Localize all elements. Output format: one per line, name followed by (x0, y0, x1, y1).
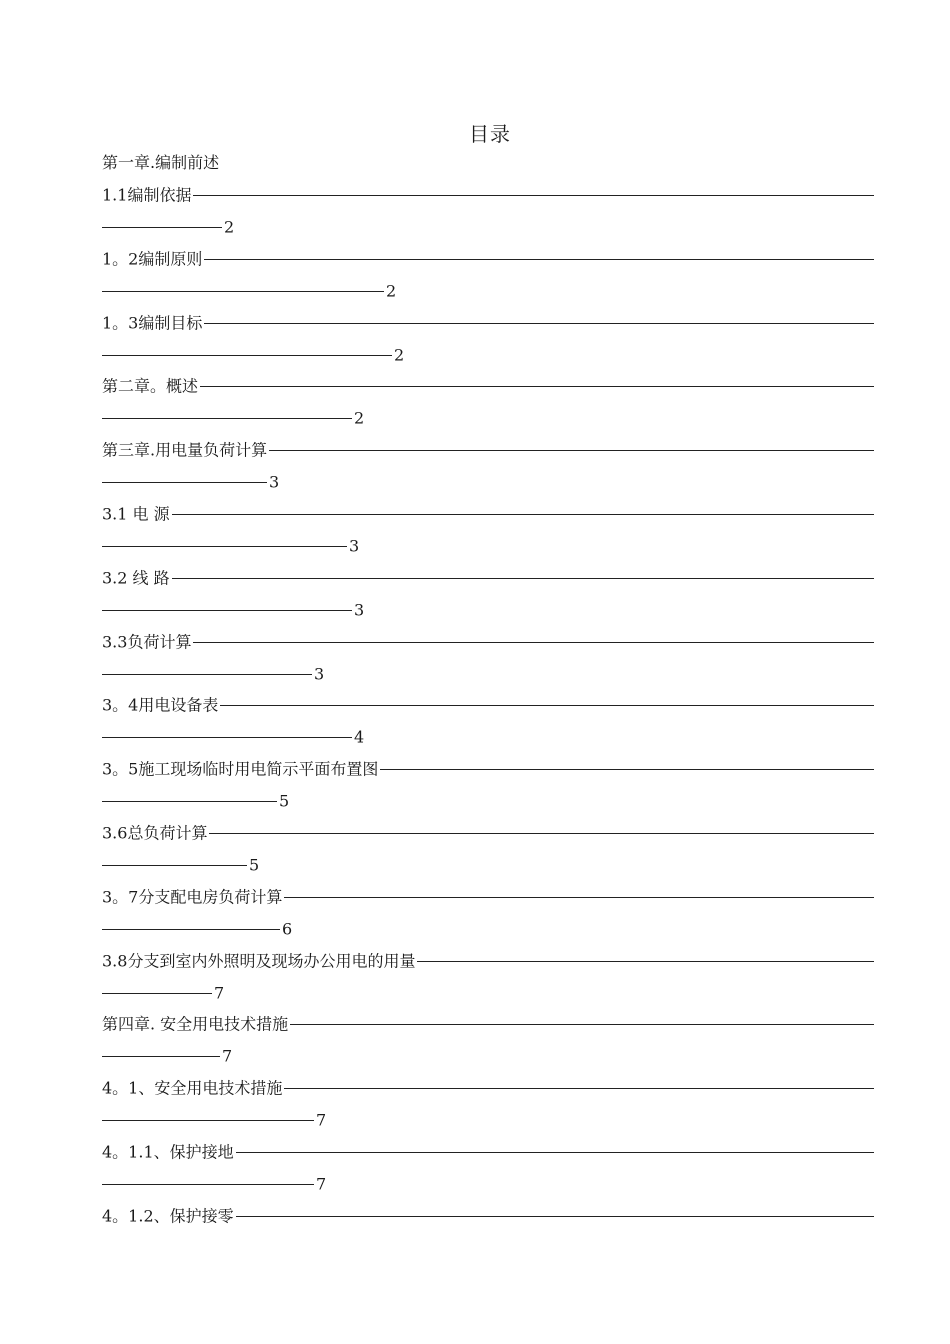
toc-entry-continuation (102, 1108, 878, 1132)
toc-entry[interactable] (102, 1076, 878, 1100)
toc-leader-line (209, 833, 874, 834)
toc-leader-line (290, 1024, 874, 1025)
toc-entry-continuation (102, 534, 878, 558)
toc-entry-continuation (102, 215, 878, 239)
toc-leader-line (102, 546, 347, 547)
toc-entry-label: 3.8分支到室内外照明及现场办公用电的用量 (102, 951, 416, 971)
toc-entry-continuation (102, 981, 878, 1005)
toc-entry-label: 1。3编制目标 (102, 313, 203, 333)
toc-leader-line (102, 993, 212, 994)
toc-leader-line (102, 1184, 314, 1185)
toc-entry[interactable] (102, 311, 878, 335)
toc-leader-line (220, 705, 874, 706)
toc-leader-line (102, 482, 267, 483)
toc-entry-label: 第三章.用电量负荷计算 (102, 440, 268, 460)
toc-leader-line (102, 1120, 314, 1121)
toc-entry-continuation (102, 789, 878, 813)
toc-page-number: 2 (386, 281, 397, 301)
toc-leader-line (284, 1088, 874, 1089)
toc-leader-line (200, 386, 874, 387)
toc-entry-label: 第二章。概述 (102, 376, 199, 396)
toc-entry-label: 1。2编制原则 (102, 249, 203, 269)
toc-entry-continuation (102, 598, 878, 622)
toc-entry-label: 3.2 线 路 (102, 568, 170, 588)
toc-entry-continuation (102, 662, 878, 686)
toc-page-number: 7 (316, 1110, 327, 1130)
toc-entry[interactable] (102, 949, 878, 973)
toc-entry-label: 4。1.2、保护接零 (102, 1206, 234, 1226)
toc-entry-continuation (102, 1172, 878, 1196)
toc-page-number: 3 (349, 536, 360, 556)
toc-entry-label: 3。5施工现场临时用电简示平面布置图 (102, 759, 379, 779)
toc-entry-continuation (102, 725, 878, 749)
toc-page-number: 5 (279, 791, 290, 811)
toc-entry-label: 3。4用电设备表 (102, 695, 219, 715)
toc-entry[interactable] (102, 374, 878, 398)
toc-leader-line (204, 259, 874, 260)
toc-entry[interactable] (102, 885, 878, 909)
toc-leader-line (380, 769, 874, 770)
toc-entry[interactable] (102, 630, 878, 654)
toc-page-number: 3 (269, 472, 280, 492)
chapter-heading: 第一章.编制前述 (102, 153, 220, 172)
toc-entry[interactable] (102, 821, 878, 845)
toc-leader-line (102, 929, 280, 930)
toc-entry[interactable] (102, 1140, 878, 1164)
toc-page-number: 7 (222, 1046, 233, 1066)
toc-page-number: 7 (316, 1174, 327, 1194)
toc-page-number: 6 (282, 919, 293, 939)
toc-leader-line (193, 195, 874, 196)
toc-leader-line (102, 227, 222, 228)
toc-page-number: 3 (354, 600, 365, 620)
toc-entry[interactable] (102, 693, 878, 717)
toc-entry-continuation (102, 279, 878, 303)
toc-entry-continuation (102, 406, 878, 430)
toc-page-number: 3 (314, 664, 325, 684)
toc-leader-line (102, 674, 312, 675)
toc-entry-label: 3。7分支配电房负荷计算 (102, 887, 283, 907)
toc-leader-line (236, 1216, 874, 1217)
toc-entry[interactable] (102, 502, 878, 526)
toc-entry-continuation (102, 853, 878, 877)
toc-entry-label: 3.1 电 源 (102, 504, 170, 524)
toc-leader-line (102, 801, 277, 802)
toc-leader-line (417, 961, 874, 962)
toc-entry-label: 第四章. 安全用电技术措施 (102, 1014, 289, 1034)
toc-leader-line (102, 291, 384, 292)
toc-leader-line (102, 610, 352, 611)
toc-entry-continuation (102, 1044, 878, 1068)
toc-entry[interactable] (102, 183, 878, 207)
toc-leader-line (102, 865, 247, 866)
toc-page-number: 2 (394, 345, 405, 365)
toc-entry-continuation (102, 343, 878, 367)
toc-page-number: 7 (214, 983, 225, 1003)
toc-leader-line (269, 450, 874, 451)
toc-entry-continuation (102, 470, 878, 494)
toc-leader-line (102, 355, 392, 356)
toc-entry-label: 1.1编制依据 (102, 185, 192, 205)
toc-entry[interactable] (102, 247, 878, 271)
toc-page-number: 2 (224, 217, 235, 237)
toc-entry[interactable] (102, 1012, 878, 1036)
toc-entry[interactable] (102, 566, 878, 590)
toc-entry[interactable] (102, 757, 878, 781)
toc-leader-line (102, 418, 352, 419)
toc-leader-line (172, 514, 874, 515)
toc-entry-label: 4。1.1、保护接地 (102, 1142, 234, 1162)
toc-leader-line (236, 1152, 874, 1153)
toc-entry[interactable] (102, 438, 878, 462)
toc-leader-line (193, 642, 874, 643)
toc-leader-line (102, 1056, 220, 1057)
toc-page-number: 4 (354, 727, 365, 747)
toc-page-number: 2 (354, 408, 365, 428)
toc-entry-label: 3.3负荷计算 (102, 632, 192, 652)
toc-entry-label: 3.6总负荷计算 (102, 823, 208, 843)
toc-entry-continuation (102, 917, 878, 941)
toc-leader-line (102, 737, 352, 738)
toc-entry-label: 4。1、安全用电技术措施 (102, 1078, 283, 1098)
toc-leader-line (204, 323, 874, 324)
toc-title: 目录 (469, 122, 511, 146)
toc-entry[interactable] (102, 1204, 878, 1228)
toc-leader-line (284, 897, 874, 898)
toc-page-number: 5 (249, 855, 260, 875)
toc-leader-line (172, 578, 874, 579)
